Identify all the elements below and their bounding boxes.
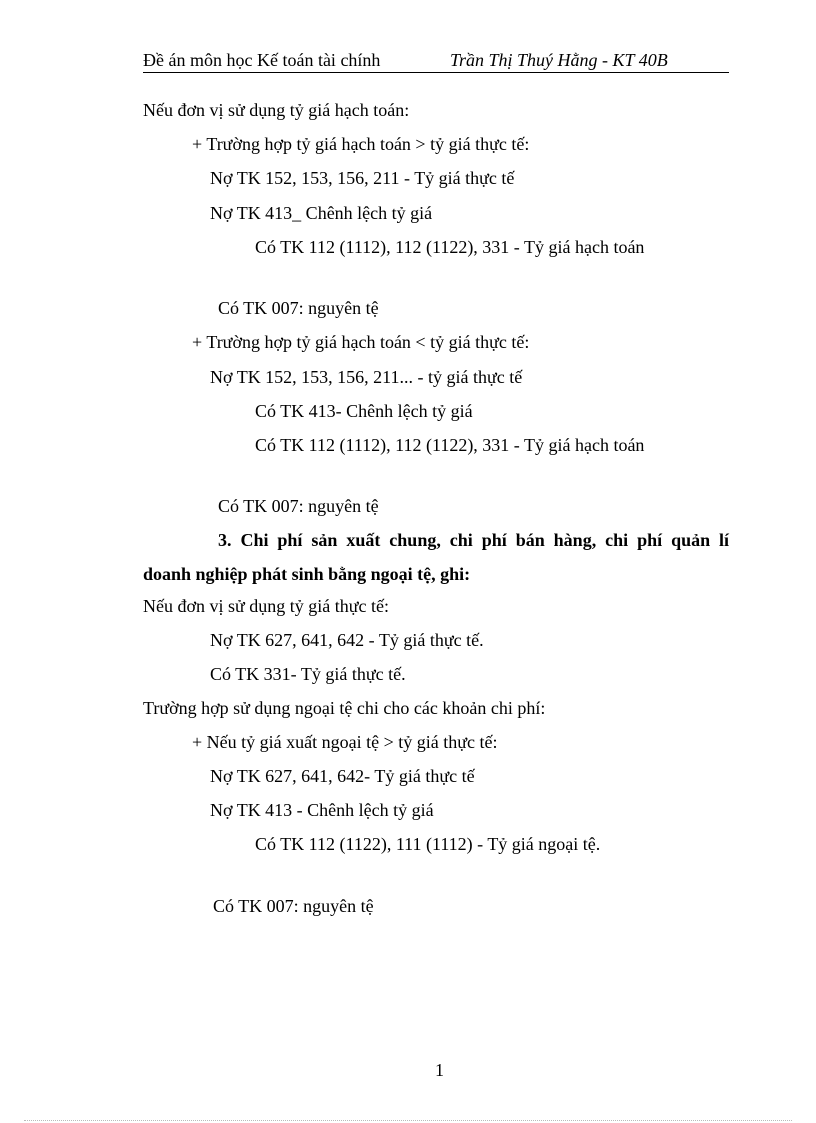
text-line: + Nếu tỷ giá xuất ngoại tệ > tỷ giá thực tế: bbox=[192, 732, 498, 752]
section-heading-line1: 3. Chi phí sản xuất chung, chi phí bán hàng, chi phí quản lí bbox=[218, 530, 730, 550]
text-line: Nếu đơn vị sử dụng tỷ giá thực tế: bbox=[143, 596, 389, 616]
footer-dotted-rule bbox=[24, 1120, 792, 1121]
text-line: Có TK 413- Chênh lệch tỷ giá bbox=[255, 401, 473, 421]
text-line: Có TK 331- Tỷ giá thực tế. bbox=[210, 664, 406, 684]
text-line: Nợ TK 627, 641, 642 - Tỷ giá thực tế. bbox=[210, 630, 484, 650]
text-line: Có TK 007: nguyên tệ bbox=[218, 496, 379, 516]
text-line: Trường hợp sử dụng ngoại tệ chi cho các khoản chi phí: bbox=[143, 698, 546, 718]
text-line: Nợ TK 413_ Chênh lệch tỷ giá bbox=[210, 203, 433, 223]
text-line: Có TK 007: nguyên tệ bbox=[218, 298, 379, 318]
text-line: Nợ TK 152, 153, 156, 211 - Tỷ giá thực tế bbox=[210, 168, 515, 188]
text-line: Có TK 112 (1112), 112 (1122), 331 - Tỷ giá hạch toán bbox=[255, 435, 645, 455]
text-line: Nợ TK 627, 641, 642- Tỷ giá thực tế bbox=[210, 766, 475, 786]
text-line: Có TK 112 (1122), 111 (1112) - Tỷ giá ngoại tệ. bbox=[255, 834, 601, 854]
text-line: + Trường hợp tỷ giá hạch toán > tỷ giá thực tế: bbox=[192, 134, 530, 154]
page-number: 1 bbox=[435, 1060, 444, 1080]
section-heading-line2: doanh nghiệp phát sinh bằng ngoại tệ, ghi: bbox=[143, 564, 471, 584]
page-header-left: Đề án môn học Kế toán tài chính bbox=[143, 50, 381, 70]
text-line: Nợ TK 152, 153, 156, 211... - tỷ giá thực tế bbox=[210, 367, 523, 387]
text-line: + Trường hợp tỷ giá hạch toán < tỷ giá thực tế: bbox=[192, 332, 530, 352]
text-line: Có TK 112 (1112), 112 (1122), 331 - Tỷ giá hạch toán bbox=[255, 237, 645, 257]
text-line: Nếu đơn vị sử dụng tỷ giá hạch toán: bbox=[143, 100, 410, 120]
page-header-right: Trần Thị Thuý Hằng - KT 40B bbox=[450, 50, 668, 70]
text-line: Nợ TK 413 - Chênh lệch tỷ giá bbox=[210, 800, 434, 820]
text-line: Có TK 007: nguyên tệ bbox=[213, 896, 374, 916]
header-rule bbox=[143, 72, 729, 73]
